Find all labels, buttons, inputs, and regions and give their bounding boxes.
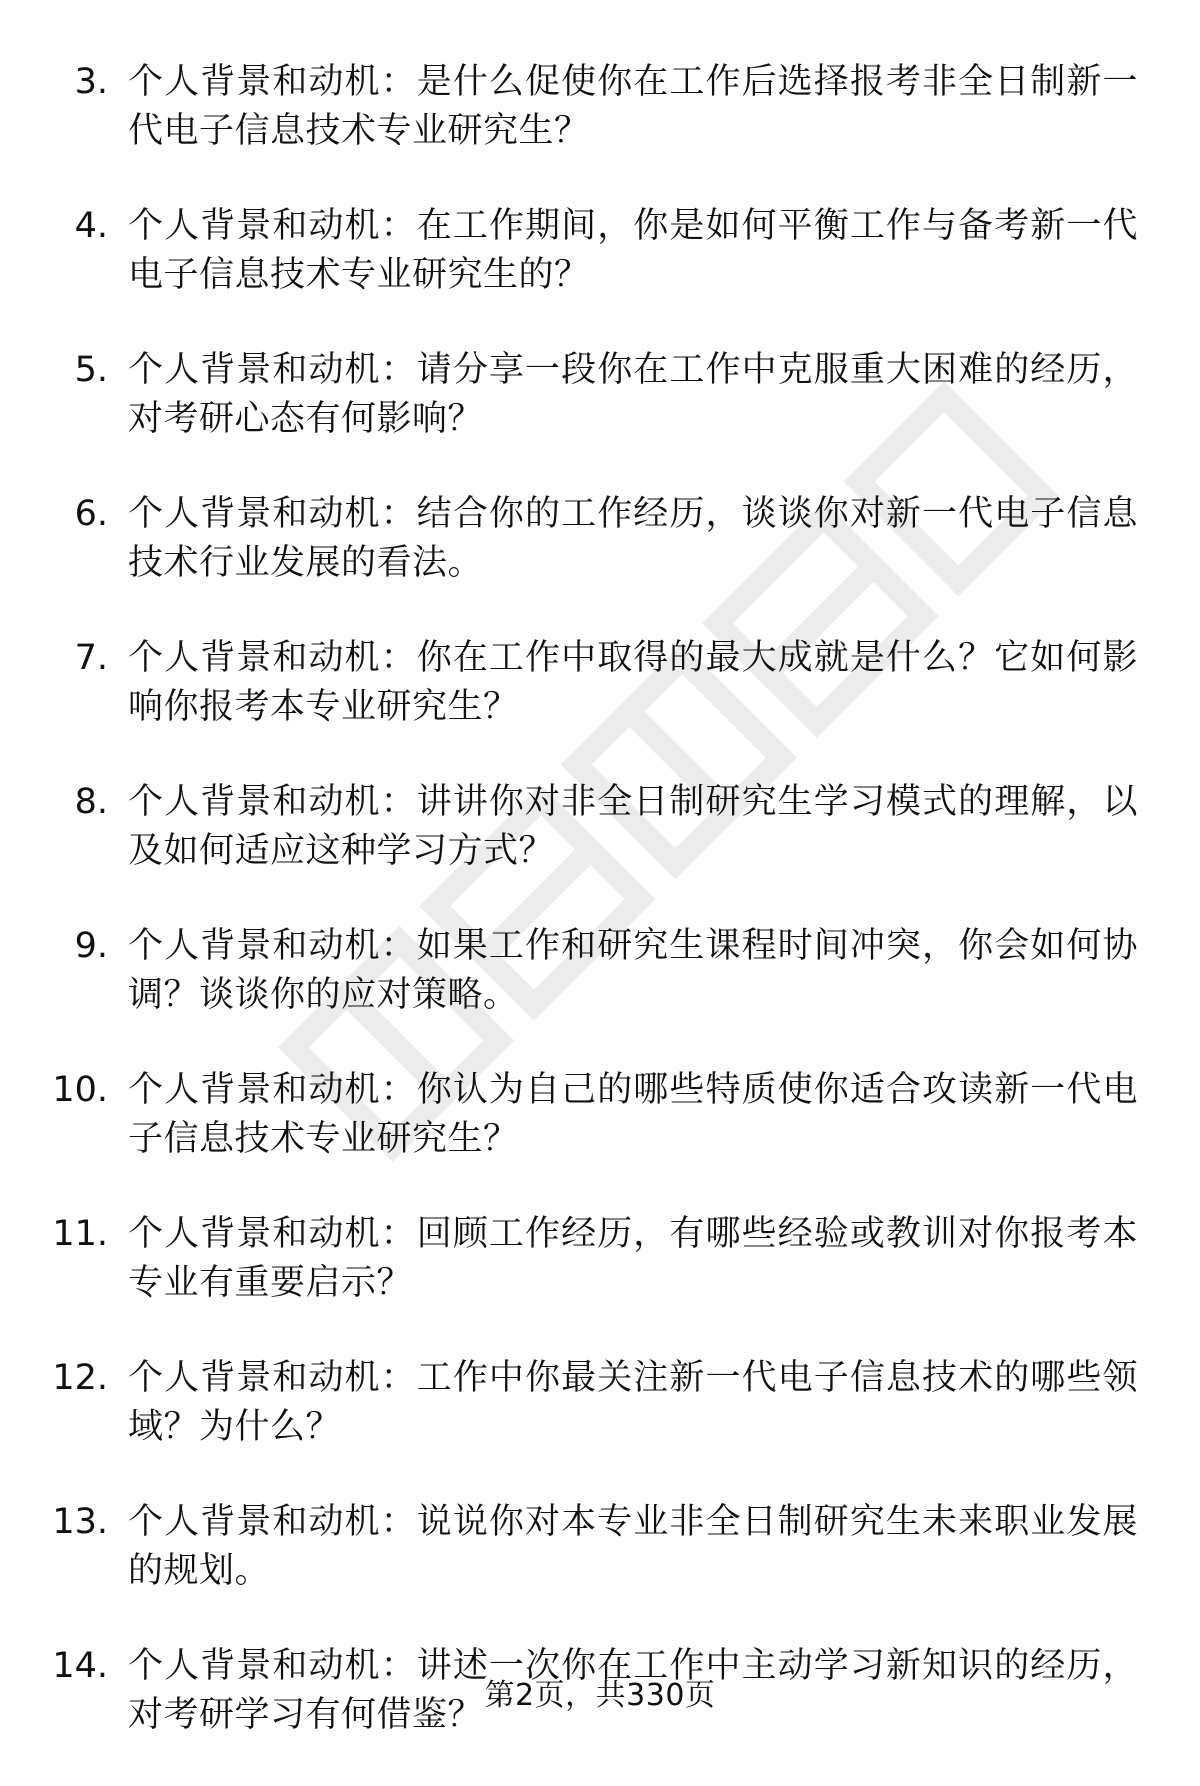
question-text: 个人背景和动机：回顾工作经历，有哪些经验或教训对你报考本专业有重要启示？ <box>128 1214 1138 1303</box>
question-number: 3. <box>74 62 108 102</box>
question-number: 5. <box>74 350 108 390</box>
question-item <box>0 1066 1200 1164</box>
question-number: 9. <box>74 926 108 966</box>
question-item <box>0 634 1200 732</box>
question-text: 个人背景和动机：工作中你最关注新一代电子信息技术的哪些领域？为什么？ <box>128 1358 1138 1447</box>
question-number: 4. <box>74 206 108 246</box>
question-item <box>0 1210 1200 1308</box>
question-text: 个人背景和动机：是什么促使你在工作后选择报考非全日制新一代电子信息技术专业研究生？ <box>128 62 1138 151</box>
question-item <box>0 202 1200 300</box>
question-text: 个人背景和动机：在工作期间，你是如何平衡工作与备考新一代电子信息技术专业研究生的？ <box>128 206 1138 295</box>
question-number: 10. <box>52 1070 108 1110</box>
question-number: 11. <box>52 1214 108 1254</box>
question-text: 个人背景和动机：你在工作中取得的最大成就是什么？它如何影响你报考本专业研究生？ <box>128 638 1138 727</box>
question-text: 个人背景和动机：如果工作和研究生课程时间冲突，你会如何协调？谈谈你的应对策略。 <box>128 926 1138 1015</box>
question-item <box>0 1354 1200 1452</box>
question-text: 个人背景和动机：说说你对本专业非全日制研究生未来职业发展的规划。 <box>128 1502 1138 1591</box>
question-item <box>0 1498 1200 1596</box>
question-text: 个人背景和动机：结合你的工作经历，谈谈你对新一代电子信息技术行业发展的看法。 <box>128 494 1138 583</box>
question-item <box>0 778 1200 876</box>
question-text: 个人背景和动机：讲讲你对非全日制研究生学习模式的理解，以及如何适应这种学习方式？ <box>128 782 1138 871</box>
question-item <box>0 922 1200 1020</box>
page-number-footer: 第2页，共330页 <box>484 1678 716 1713</box>
question-list <box>0 58 1200 1786</box>
question-text: 个人背景和动机：请分享一段你在工作中克服重大困难的经历，对考研心态有何影响？ <box>128 350 1138 439</box>
question-number: 6. <box>74 494 108 534</box>
question-number: 12. <box>52 1358 108 1398</box>
question-number: 14. <box>52 1646 108 1686</box>
question-text: 个人背景和动机：你认为自己的哪些特质使你适合攻读新一代电子信息技术专业研究生？ <box>128 1070 1138 1159</box>
question-number: 7. <box>74 638 108 678</box>
question-item <box>0 490 1200 588</box>
question-item <box>0 58 1200 156</box>
question-text: 个人背景和动机：讲述一次你在工作中主动学习新知识的经历，对考研学习有何借鉴？ <box>128 1646 1138 1735</box>
question-number: 13. <box>52 1502 108 1542</box>
question-number: 8. <box>74 782 108 822</box>
question-item <box>0 346 1200 444</box>
